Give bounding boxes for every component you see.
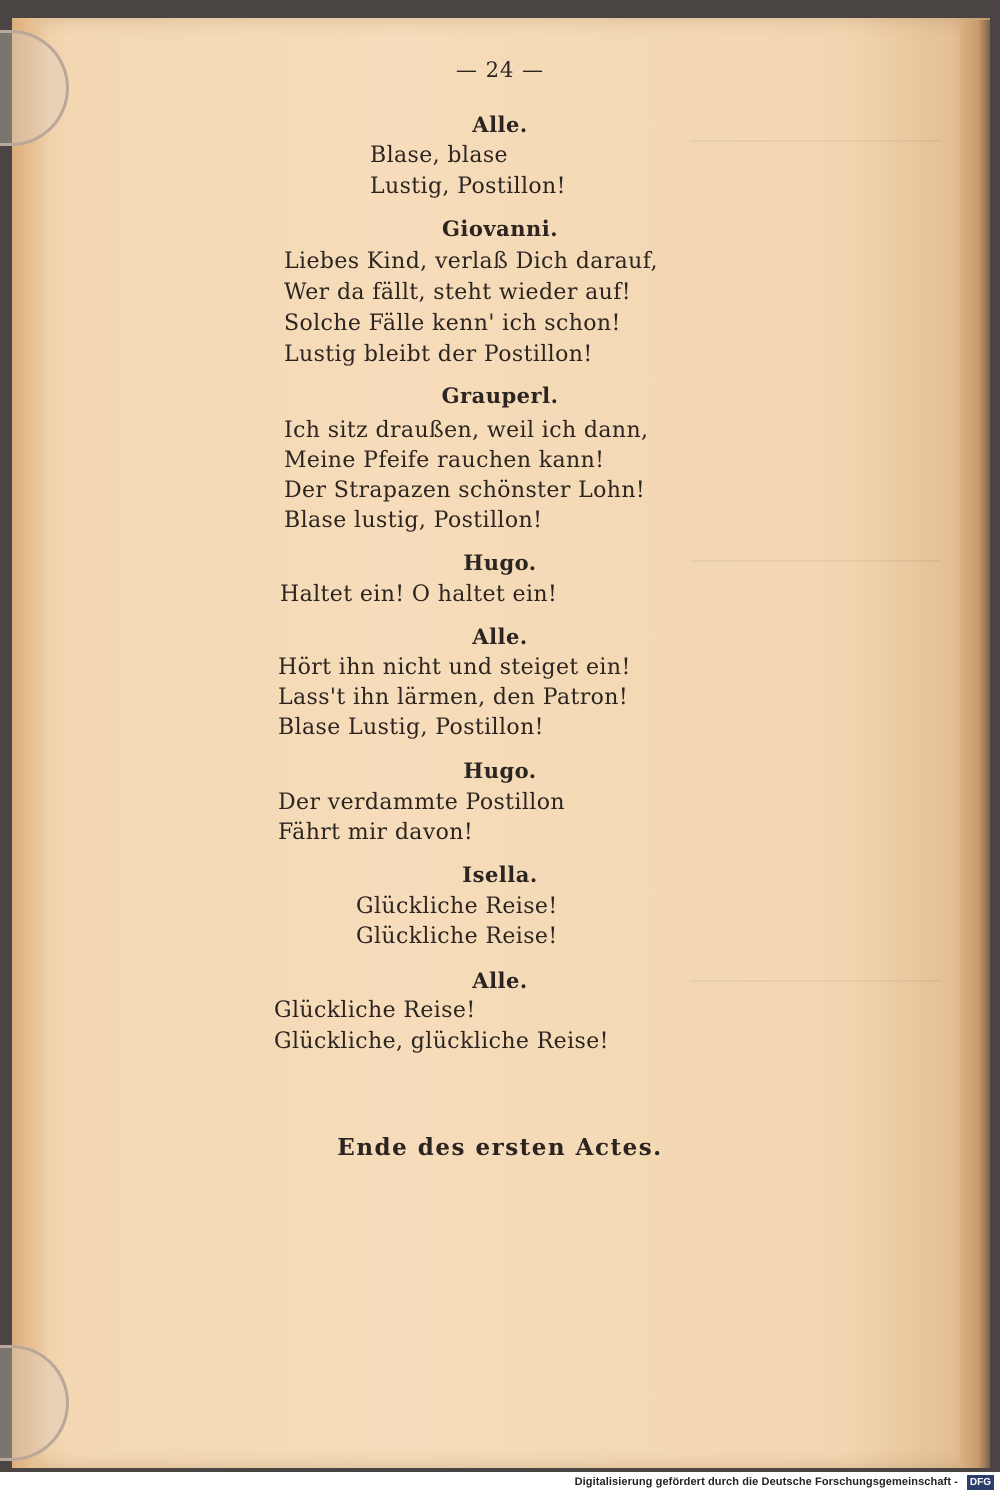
- speaker-name: Giovanni.: [441, 216, 559, 241]
- verse-line: Glückliche, glückliche Reise!: [274, 1029, 609, 1054]
- verse-line: Liebes Kind, verlaß Dich darauf,: [284, 249, 658, 274]
- speaker-name: Hugo.: [463, 550, 537, 575]
- funding-credit: Digitalisierung gefördert durch die Deutsche Forschungsgemeinschaft -: [574, 1476, 958, 1488]
- verse-line: Lass't ihn lärmen, den Patron!: [278, 685, 629, 710]
- verse-line: Hört ihn nicht und steiget ein!: [278, 655, 631, 680]
- speaker-name: Hugo.: [463, 758, 537, 783]
- dfg-logo: DFG: [967, 1475, 994, 1490]
- verse-line: Glückliche Reise!: [274, 998, 476, 1023]
- end-of-act-heading: Ende des ersten Actes.: [337, 1134, 663, 1161]
- show-through: [690, 140, 940, 152]
- footer-bar: [0, 1472, 1000, 1495]
- verse-line: Fährt mir davon!: [278, 820, 474, 845]
- verse-line: Der Strapazen schönster Lohn!: [284, 478, 646, 503]
- verse-line: Glückliche Reise!: [356, 924, 558, 949]
- verse-line: Blase, blase: [370, 143, 508, 168]
- speaker-name: Alle.: [472, 112, 528, 137]
- verse-line: Meine Pfeife rauchen kann!: [284, 448, 605, 473]
- verse-line: Ich sitz draußen, weil ich dann,: [284, 418, 649, 443]
- verse-line: Blase Lustig, Postillon!: [278, 715, 544, 740]
- speaker-name: Grauperl.: [441, 383, 559, 408]
- speaker-name: Alle.: [472, 968, 528, 993]
- speaker-name: Alle.: [472, 624, 528, 649]
- verse-line: Wer da fällt, steht wieder auf!: [284, 280, 632, 305]
- verse-line: Blase lustig, Postillon!: [284, 508, 543, 533]
- verse-line: Der verdammte Postillon: [278, 790, 565, 815]
- verse-line: Lustig bleibt der Postillon!: [284, 342, 593, 367]
- verse-line: Haltet ein! O haltet ein!: [280, 582, 558, 607]
- page-number: — 24 —: [455, 58, 545, 82]
- speaker-name: Isella.: [462, 862, 538, 887]
- verse-line: Solche Fälle kenn' ich schon!: [284, 311, 621, 336]
- verse-line: Lustig, Postillon!: [370, 174, 566, 199]
- verse-line: Glückliche Reise!: [356, 894, 558, 919]
